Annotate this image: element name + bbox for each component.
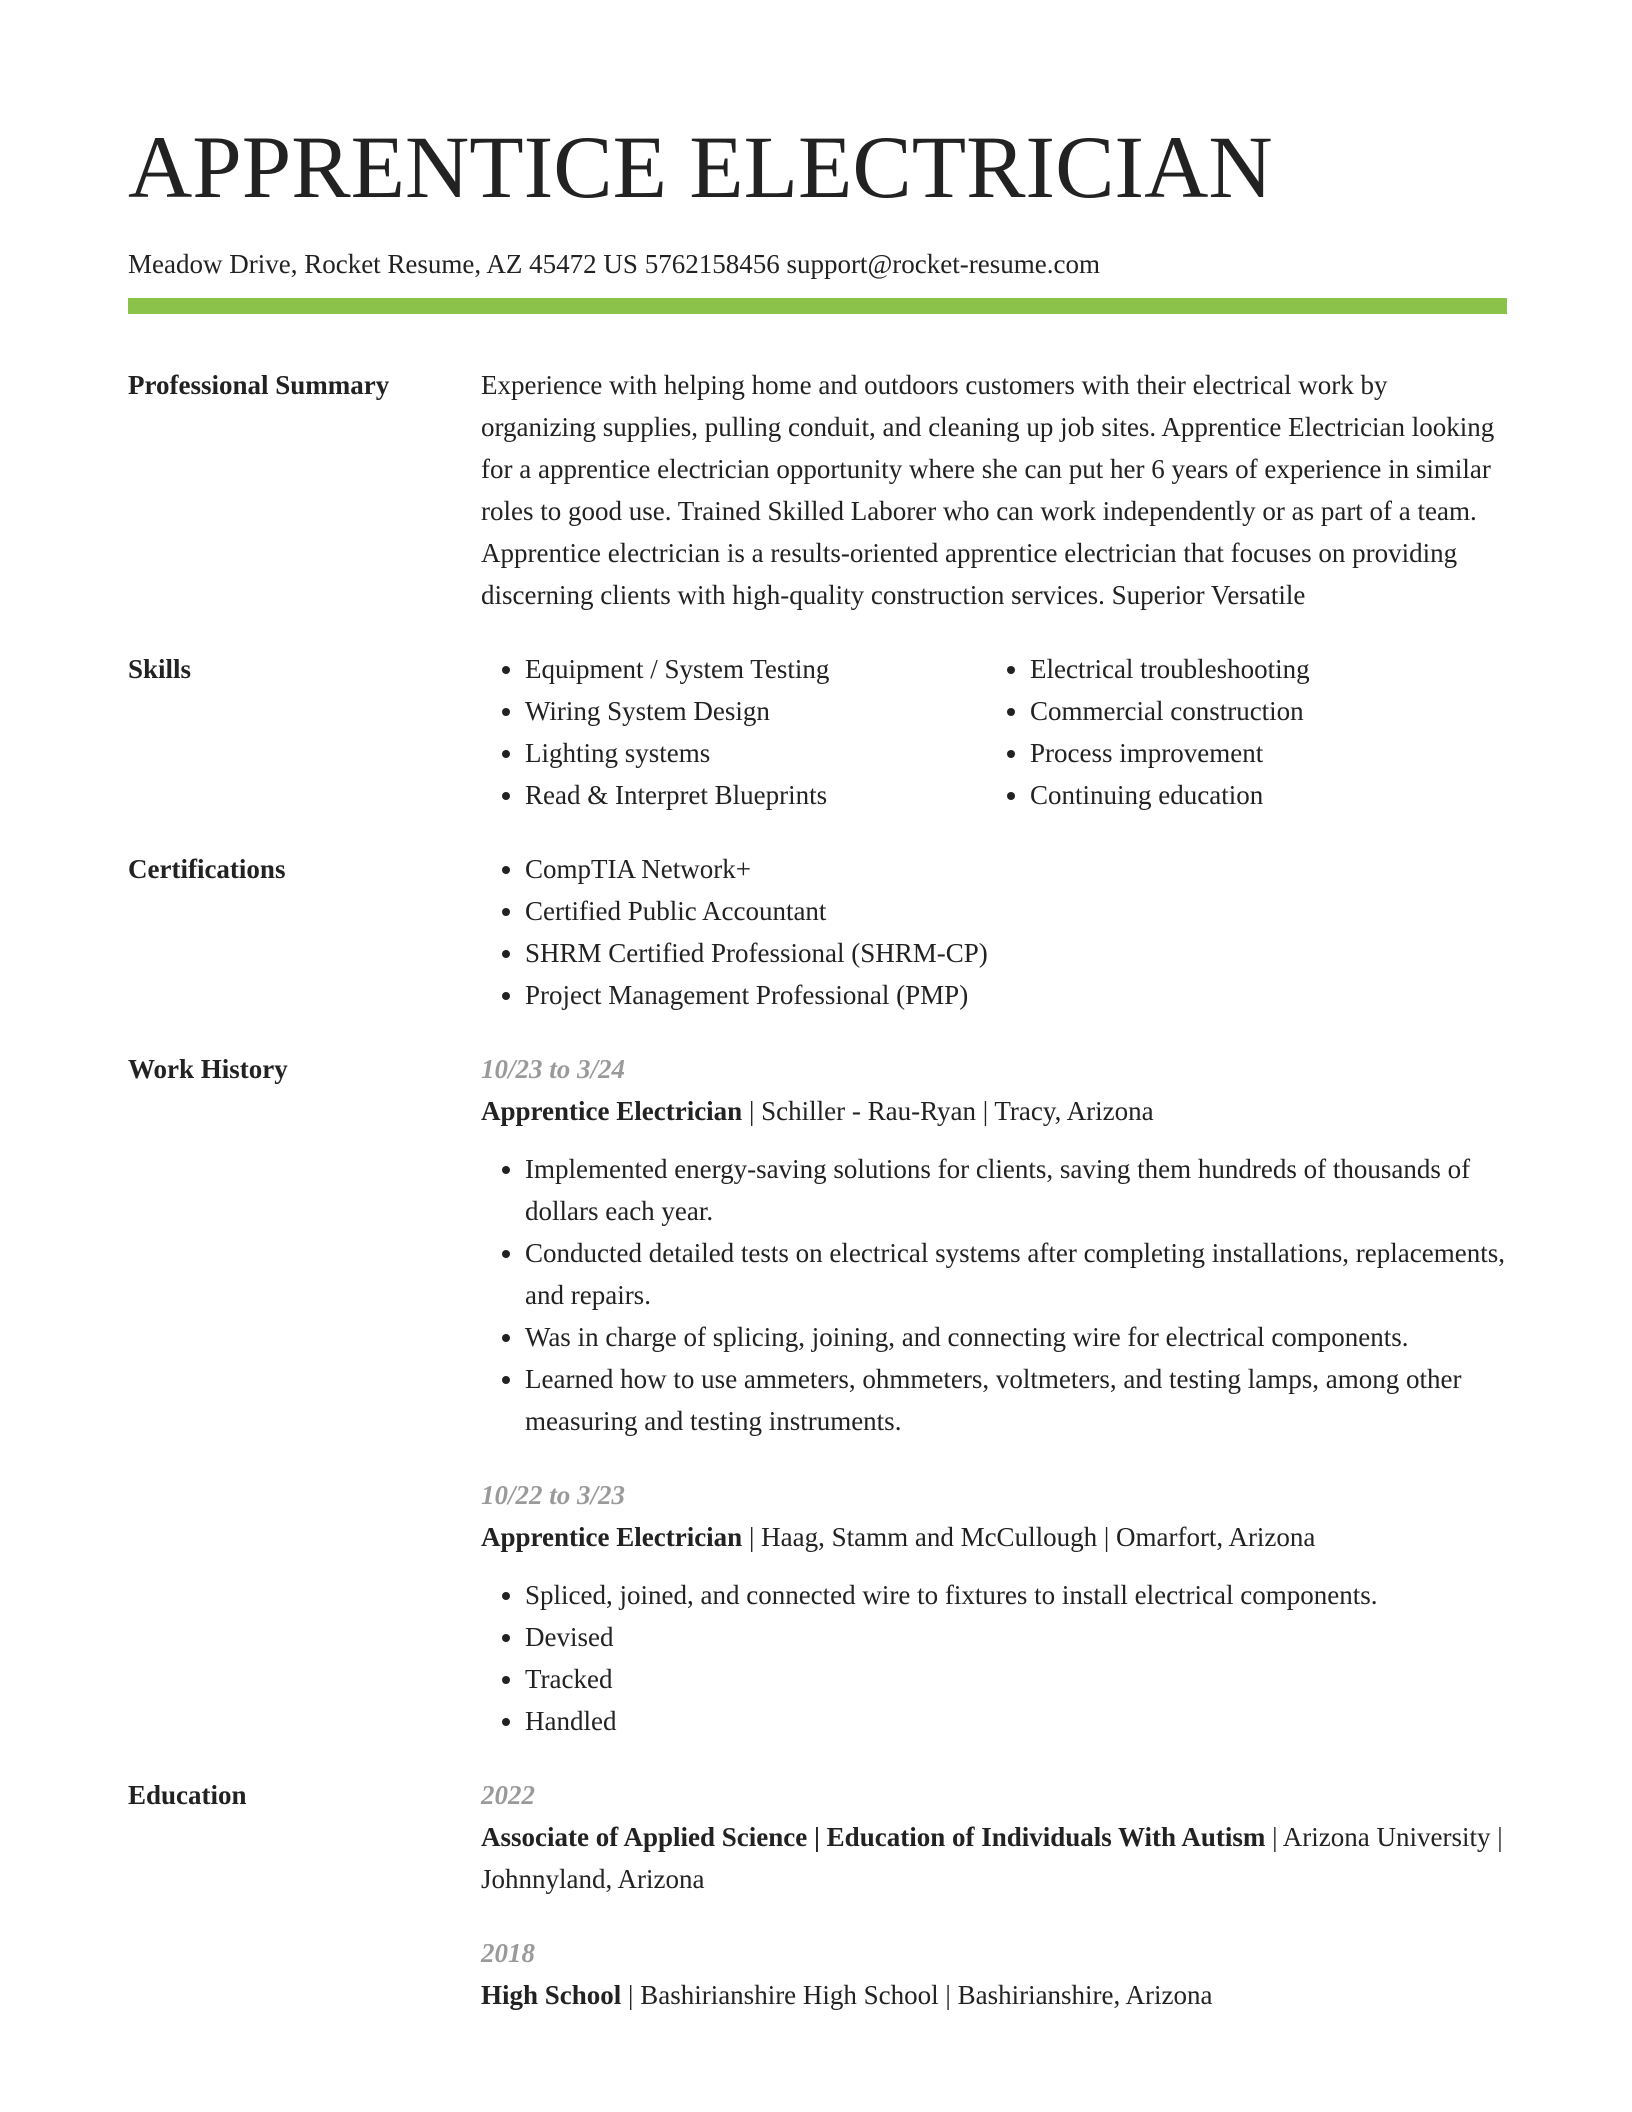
job-bullets	[481, 1574, 1507, 1742]
education-school-location: | Arizona University | Johnnyland, Arizona	[481, 1822, 1503, 1894]
section-label-certifications: Certifications	[128, 854, 286, 884]
education-entry	[481, 1932, 1507, 2016]
job-date: 10/23 to 3/24	[481, 1054, 626, 1084]
job-employer-location: | Haag, Stamm and McCullough | Omarfort, Arizona	[742, 1522, 1316, 1552]
certification-item: • CompTIA Network+	[525, 848, 1507, 890]
header-divider	[128, 298, 1507, 314]
job-title-line	[481, 1516, 1507, 1558]
work-history-section	[128, 1048, 1507, 1742]
skill-item: • Commercial construction	[1030, 690, 1491, 732]
job-bullet: • Handled	[525, 1700, 1507, 1742]
education-date: 2018	[481, 1938, 535, 1968]
certification-item: • Project Management Professional (PMP)	[525, 974, 1507, 1016]
job-title: Apprentice Electrician	[481, 1522, 743, 1552]
skill-item: • Electrical troubleshooting	[1030, 648, 1491, 690]
skills-section	[128, 648, 1507, 816]
section-label-work-history: Work History	[128, 1054, 288, 1084]
section-label-summary: Professional Summary	[128, 370, 390, 400]
skill-item: • Read & Interpret Blueprints	[525, 774, 986, 816]
job-entry	[481, 1048, 1507, 1442]
section-label-skills: Skills	[128, 654, 192, 684]
education-degree: Associate of Applied Science | Education of Individuals With Autism	[481, 1822, 1266, 1852]
job-bullet: • Was in charge of splicing, joining, and connecting wire for electrical components.	[525, 1316, 1507, 1358]
education-school-location: | Bashirianshire High School | Bashirianshire, Arizona	[621, 1980, 1213, 2010]
job-bullet: • Devised	[525, 1616, 1507, 1658]
summary-section	[128, 364, 1507, 616]
skills-grid	[481, 648, 1507, 816]
contact-address: Meadow Drive, Rocket Resume, AZ 45472 US	[128, 249, 638, 279]
section-label-education: Education	[128, 1780, 247, 1810]
contact-phone: 5762158456	[644, 249, 780, 279]
skill-item: • Continuing education	[1030, 774, 1491, 816]
job-title-line	[481, 1090, 1507, 1132]
skill-item: • Process improvement	[1030, 732, 1491, 774]
education-details	[481, 1816, 1507, 1900]
job-bullets	[481, 1148, 1507, 1442]
education-section	[128, 1774, 1507, 2016]
contact-email[interactable]: support@rocket-resume.com	[786, 249, 1100, 279]
job-bullet: • Conducted detailed tests on electrical systems after completing installations, replacements, and repairs.	[525, 1232, 1507, 1316]
resume-name: APPRENTICE ELECTRICIAN	[128, 119, 1273, 217]
skill-item: • Equipment / System Testing	[525, 648, 986, 690]
education-degree: High School	[481, 1980, 622, 2010]
job-bullet: • Spliced, joined, and connected wire to fixtures to install electrical components.	[525, 1574, 1507, 1616]
certification-item: • SHRM Certified Professional (SHRM-CP)	[525, 932, 1507, 974]
skill-item: • Lighting systems	[525, 732, 986, 774]
summary-text: Experience with helping home and outdoors customers with their electrical work by organizing supplies, pulling conduit, and cleaning up job sites. Apprentice Electrician looking for a apprentice electrician opportunity where she can put her 6 years of experience in similar roles to good use. Trained Skilled Laborer who can work independently or as part of a team. Apprentice electrician is a results-oriented apprentice electrician that focuses on providing discerning clients with high-quality construction services. Superior Versatile	[481, 370, 1495, 610]
education-details	[481, 1974, 1507, 2016]
job-bullet: • Implemented energy-saving solutions for clients, saving them hundreds of thousands of dollars each year.	[525, 1148, 1507, 1232]
job-date: 10/22 to 3/23	[481, 1480, 626, 1510]
certifications-list	[481, 848, 1507, 1016]
certification-item: • Certified Public Accountant	[525, 890, 1507, 932]
skills-column-2	[986, 648, 1491, 816]
skill-item: • Wiring System Design	[525, 690, 986, 732]
education-date: 2022	[481, 1780, 535, 1810]
skills-column-1	[481, 648, 986, 816]
contact-line	[128, 246, 1507, 282]
job-entry	[481, 1474, 1507, 1742]
job-employer-location: | Schiller - Rau-Ryan | Tracy, Arizona	[742, 1096, 1154, 1126]
education-entry	[481, 1774, 1507, 1900]
job-bullet: • Tracked	[525, 1658, 1507, 1700]
job-title: Apprentice Electrician	[481, 1096, 743, 1126]
certifications-section	[128, 848, 1507, 1016]
job-bullet: • Learned how to use ammeters, ohmmeters, voltmeters, and testing lamps, among other measuring and testing instruments.	[525, 1358, 1507, 1442]
